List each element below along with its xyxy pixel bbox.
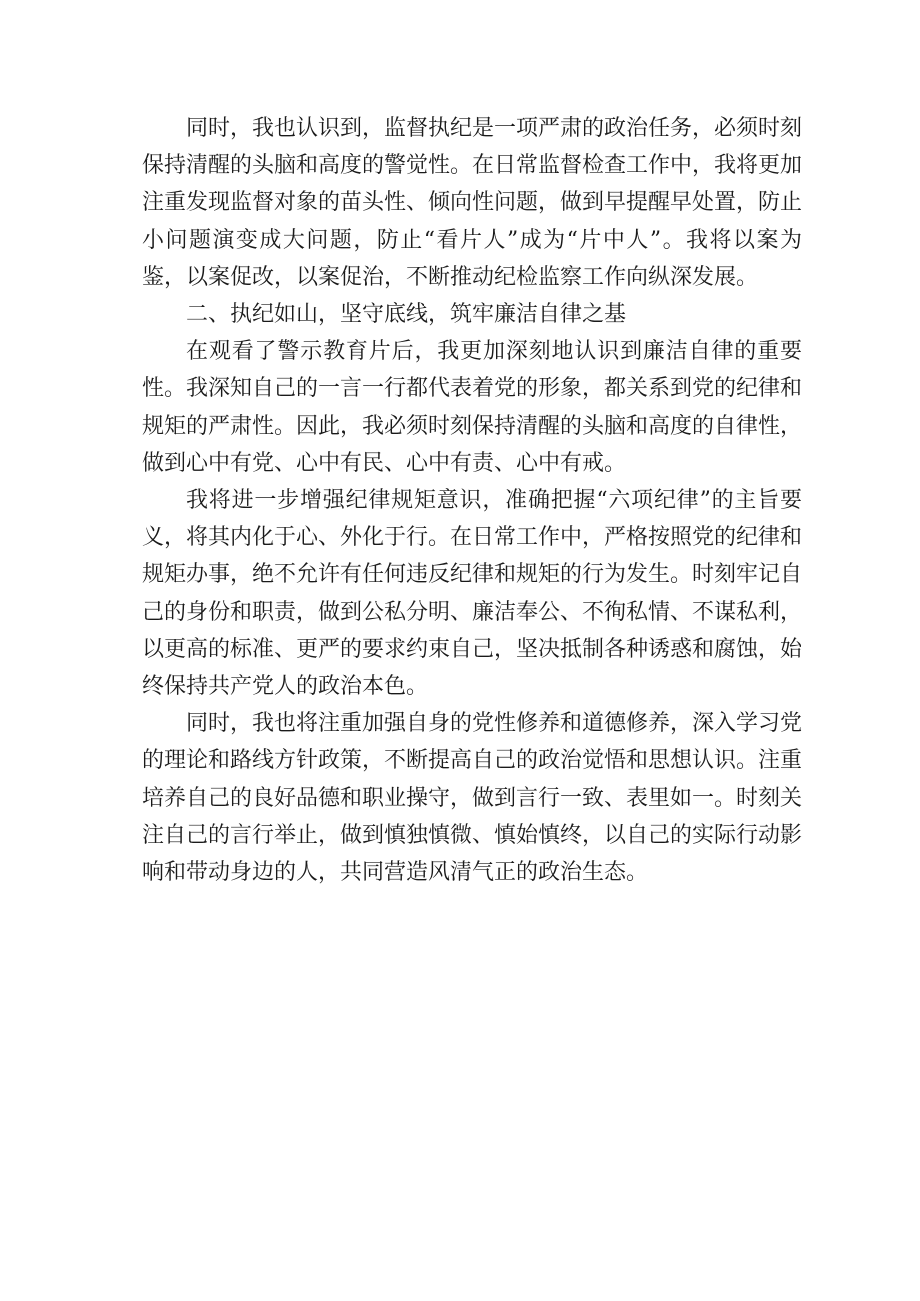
- paragraph-discipline-awareness: 我将进一步增强纪律规矩意识，准确把握“六项纪律”的主旨要义，将其内化于心、外化于行。在日常工作中，严格按照党的纪律和规矩办事，绝不允许有任何违反纪律和规矩的行为发生。时刻牢记自己的身份和职责，做到公私分明、廉洁奉公、不徇私情、不谋私利，以更高的标准、更严的要求约束自己，坚决抵制各种诱惑和腐蚀，始终保持共产党人的政治本色。: [142, 488, 803, 700]
- section-heading: 二、执纪如山，坚守底线，筑牢廉洁自律之基: [186, 302, 627, 328]
- paragraph-supervision: 同时，我也认识到，监督执纪是一项严肃的政治任务，必须时刻保持清醒的头脑和高度的警觉性。在日常监督检查工作中，我将更加注重发现监督对象的苗头性、倾向性问题，做到早提醒早处置，防止小问题演变成大问题，防止“看片人”成为“片中人”。我将以案为鉴，以案促改，以案促治，不断推动纪检监察工作向纵深发展。: [142, 116, 803, 290]
- document-body: [142, 110, 802, 891]
- paragraph-party-spirit: 同时，我也将注重加强自身的党性修养和道德修养，深入学习党的理论和路线方针政策，不断提高自己的政治觉悟和思想认识。注重培养自己的良好品德和职业操守，做到言行一致、表里如一。时刻关注自己的言行举止，做到慎独慎微、慎始慎终，以自己的实际行动影响和带动身边的人，共同营造风清气正的政治生态。: [142, 711, 803, 886]
- paragraph-self-discipline: 在观看了警示教育片后，我更加深刻地认识到廉洁自律的重要性。我深知自己的一言一行都代表着党的形象，都关系到党的纪律和规矩的严肃性。因此，我必须时刻保持清醒的头脑和高度的自律性，做到心中有党、心中有民、心中有责、心中有戒。: [142, 339, 803, 476]
